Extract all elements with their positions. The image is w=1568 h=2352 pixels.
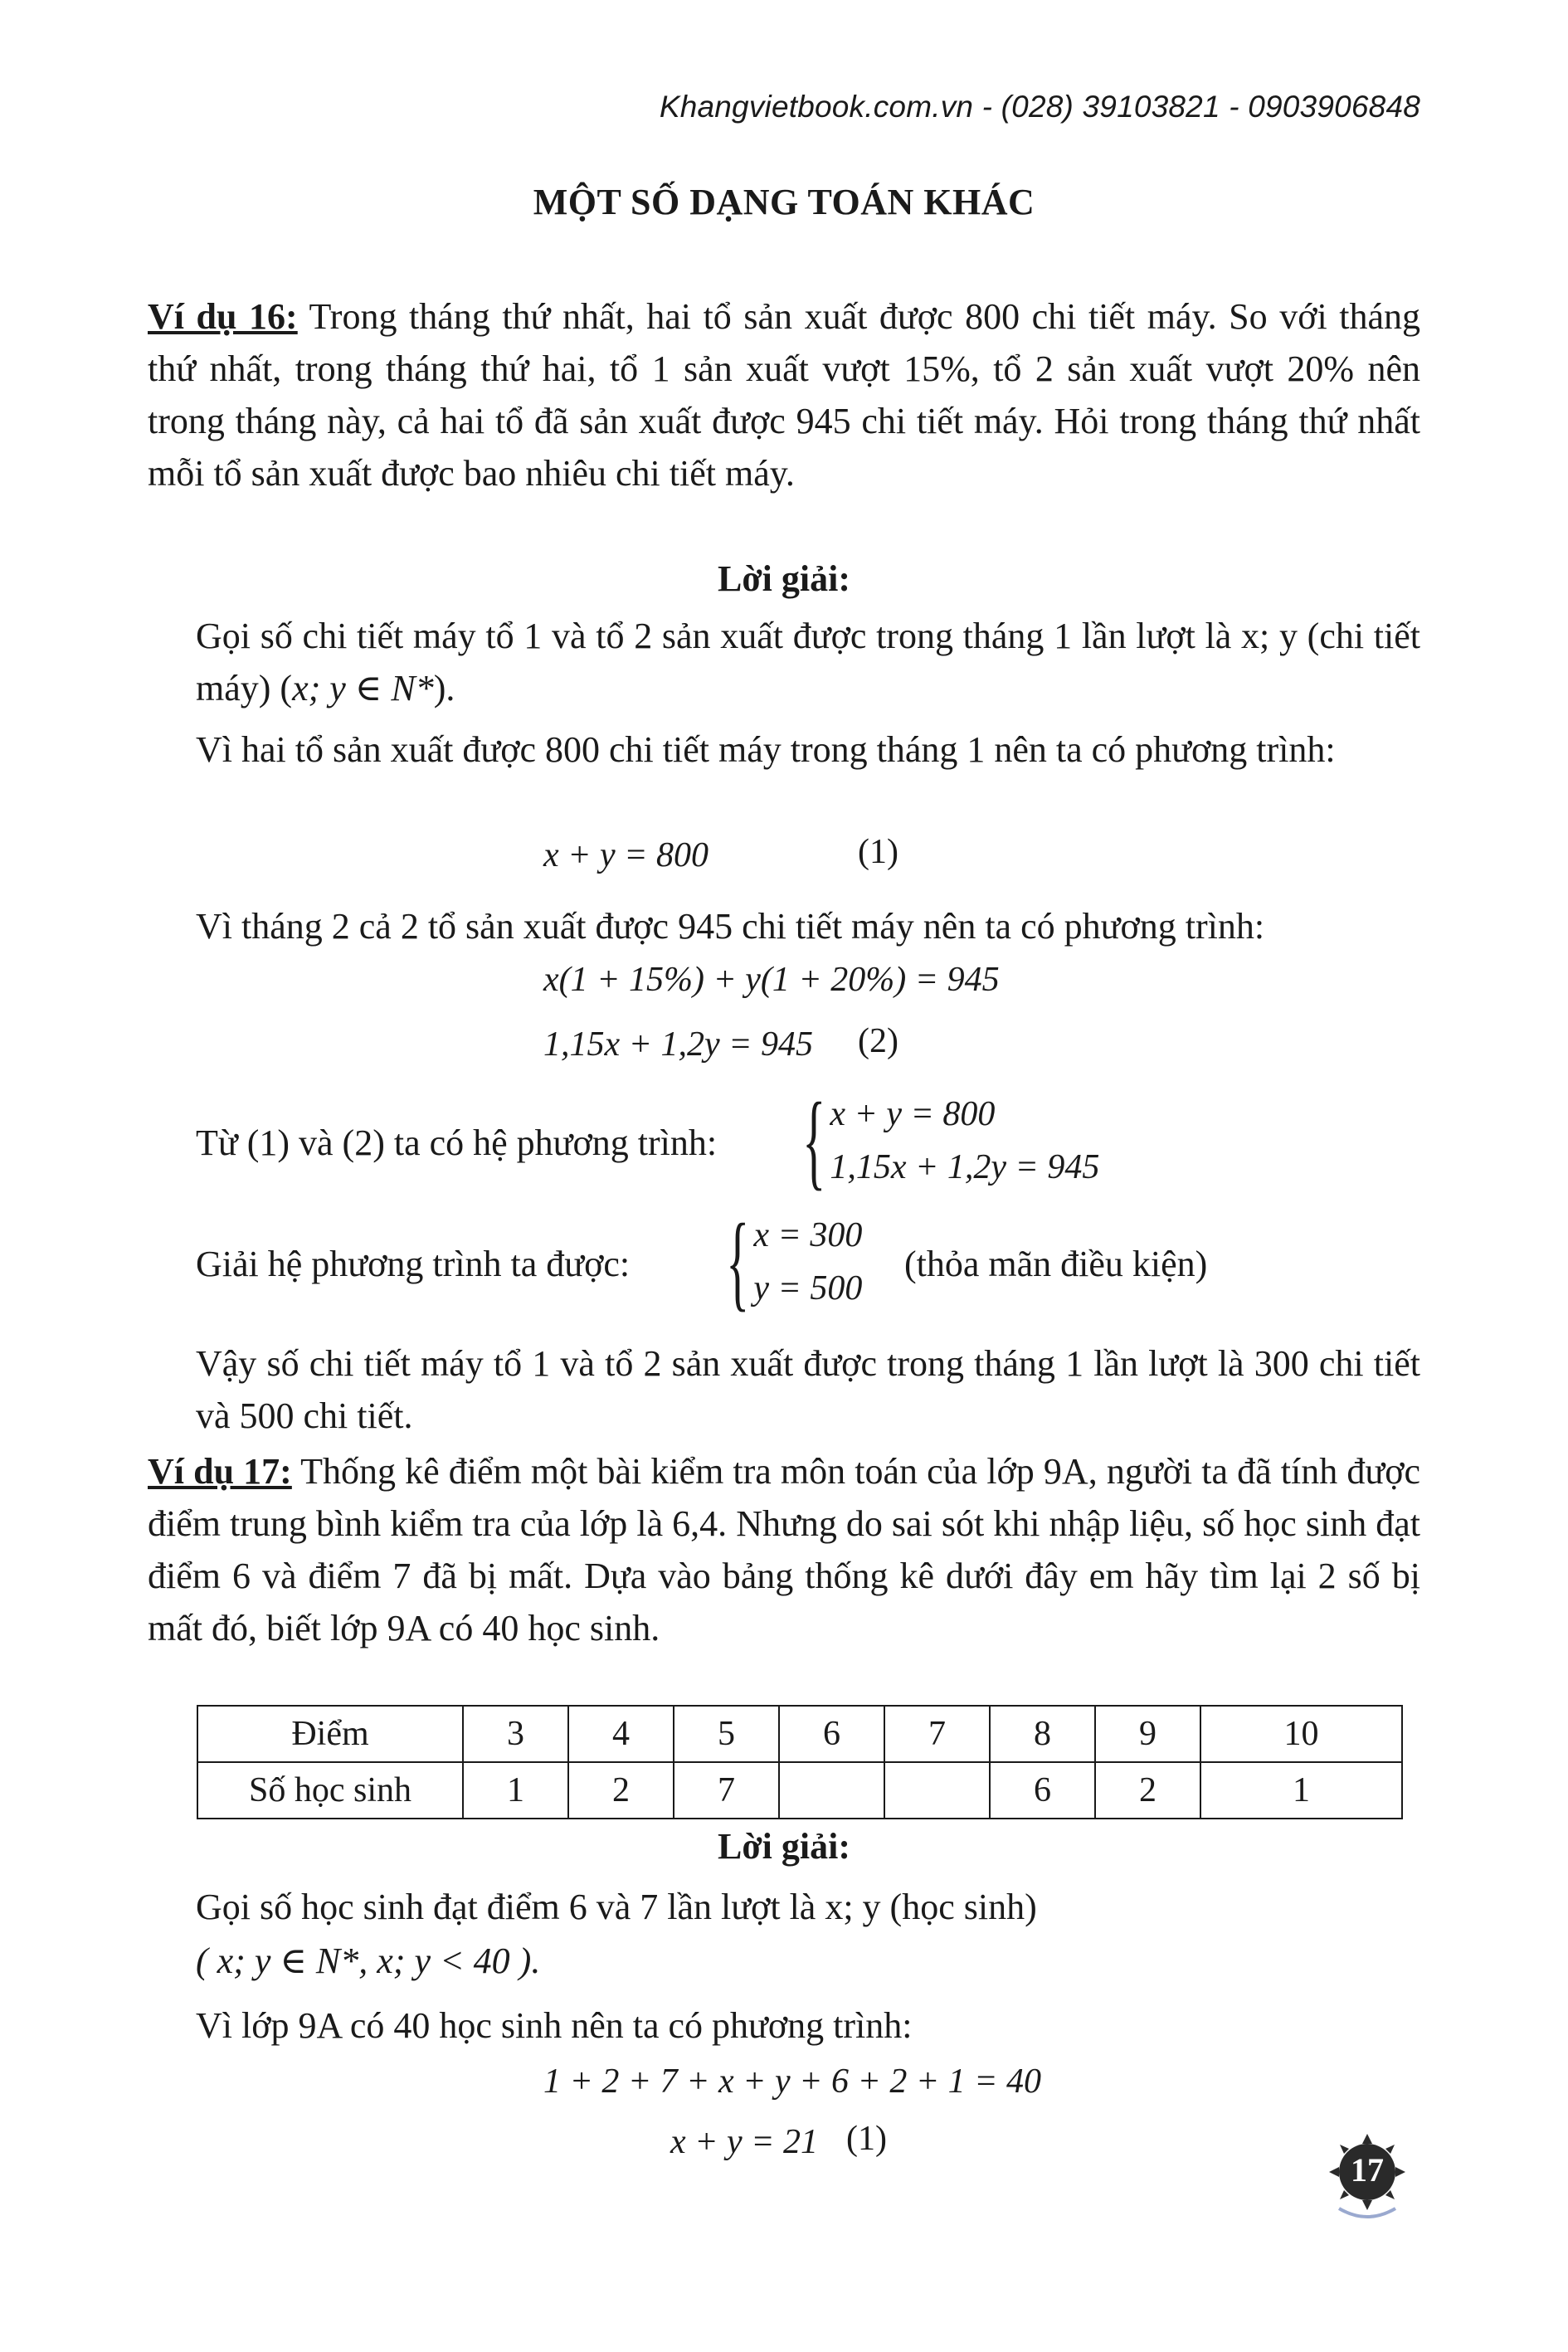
table-cell: 6 (990, 1762, 1095, 1819)
table-cell: 8 (990, 1706, 1095, 1762)
table-row (197, 1762, 1402, 1819)
example-17-text: Thống kê điểm một bài kiểm tra môn toán của lớp 9A, người ta đã tính được điểm trung bình kiểm tra của lớp là 6,4. Nhưng do sai sót khi nhập liệu, số học sinh đạt điểm 6 và điểm 7 đã bị mất. Dựa vào bảng thống kê dưới đây em hãy tìm lại 2 số bị mất đó, biết lớp 9A có 40 học sinh. (148, 1451, 1420, 1648)
example-16-equation-1 (543, 835, 709, 875)
example-16-equation-2a (543, 960, 1000, 1000)
step-1-end: ). (433, 668, 455, 709)
example-16-problem (148, 290, 1420, 499)
table-cell: 6 (779, 1706, 884, 1762)
page-number: 17 (1351, 2151, 1384, 2189)
example-17-solution-heading: Lời giải: (717, 1826, 851, 1867)
example-16-solution-heading: Lời giải: (717, 558, 851, 599)
table-cell: 10 (1200, 1706, 1402, 1762)
example-16-step-1 (196, 610, 1420, 714)
example-16-system-1 (788, 1081, 1100, 1200)
table-cell: 3 (463, 1706, 568, 1762)
example-17-step-1-condition (196, 1935, 1420, 1987)
example-16-label: Ví dụ 16: (148, 296, 298, 337)
equation-1-text: 1 + 2 + 7 + x + y + 6 + 2 + 1 = 40 (543, 2062, 1042, 2101)
page-number-badge (1327, 2132, 1407, 2223)
system-brace: { (726, 1202, 750, 1322)
example-16-conclusion: Vậy số chi tiết máy tổ 1 và tổ 2 sản xuất được trong tháng 1 lần lượt là 300 chi tiết và 500 chi tiết. (196, 1343, 1420, 1436)
example-16-step-4: Từ (1) và (2) ta có hệ phương trình: (196, 1122, 718, 1163)
example-17-label: Ví dụ 17: (148, 1451, 292, 1492)
table-cell: 2 (1095, 1762, 1200, 1819)
table-cell: 7 (884, 1706, 990, 1762)
system-1-line-1: x + y = 800 (830, 1095, 996, 1133)
example-16-text: Trong tháng thứ nhất, hai tổ sản xuất được 800 chi tiết máy. So với tháng thứ nhất, trong tháng thứ hai, tổ 1 sản xuất vượt 15%, tổ 2 sản xuất vượt 20% nên trong tháng này, cả hai tổ đã sản xuất được 945 chi tiết máy. Hỏi trong tháng thứ nhất mỗi tổ sản xuất được bao nhiêu chi tiết máy. (148, 296, 1421, 494)
step-1-condition-text: ( x; y ∈ N*, x; y < 40 ). (196, 1941, 541, 1981)
table-cell: 2 (568, 1762, 674, 1819)
score-table (197, 1705, 1403, 1819)
equation-1-text: x + y = 800 (543, 836, 709, 874)
example-17-equation-1 (543, 2062, 1041, 2101)
equation-2a-text: x(1 + 15%) + y(1 + 20%) = 945 (543, 961, 1000, 999)
step-1-condition: x; y ∈ N* (292, 668, 434, 709)
example-16-condition-note: (thỏa mãn điều kiện) (904, 1244, 1208, 1284)
example-17-step-2: Vì lớp 9A có 40 học sinh nên ta có phương trình: (196, 2005, 913, 2046)
step-1-text: Gọi số chi tiết máy tổ 1 và tổ 2 sản xuất được trong tháng 1 lần lượt là x; y (chi tiết máy) ( (196, 616, 1420, 709)
table-cell: 9 (1095, 1706, 1200, 1762)
table-cell (779, 1762, 884, 1819)
example-17-step-1: Gọi số học sinh đạt điểm 6 và 7 lần lượt là x; y (học sinh) (196, 1887, 1037, 1927)
table-row (197, 1706, 1402, 1762)
table-cell: 1 (463, 1762, 568, 1819)
example-16-equation-2b (543, 1025, 813, 1064)
table-cell: 7 (674, 1762, 779, 1819)
example-16-step-5: Giải hệ phương trình ta được: (196, 1244, 631, 1284)
example-17-equation-2 (670, 2122, 818, 2162)
equation-2b-text: 1,15x + 1,2y = 945 (543, 1025, 813, 1064)
section-title: MỘT SỐ DẠNG TOÁN KHÁC (533, 182, 1035, 222)
system-1-line-2: 1,15x + 1,2y = 945 (830, 1148, 1100, 1186)
equation-2-text: x + y = 21 (670, 2123, 818, 2161)
system-brace: { (802, 1081, 826, 1200)
table-cell (884, 1762, 990, 1819)
example-17-equation-2-tag: (1) (846, 2120, 887, 2158)
table-cell: Điểm (197, 1706, 463, 1762)
table-cell: 1 (1200, 1762, 1402, 1819)
example-16-equation-1-tag: (1) (858, 833, 898, 871)
table-cell: Số học sinh (197, 1762, 463, 1819)
system-2-line-1: x = 300 (753, 1216, 863, 1254)
table-cell: 5 (674, 1706, 779, 1762)
example-16-system-2 (712, 1202, 863, 1322)
example-17-problem (148, 1445, 1420, 1654)
example-16-step-2: Vì hai tổ sản xuất được 800 chi tiết máy trong tháng 1 nên ta có phương trình: (196, 729, 1336, 770)
example-16-step-3: Vì tháng 2 cả 2 tổ sản xuất được 945 chi tiết máy nên ta có phương trình: (196, 906, 1265, 947)
page-header: Khangvietbook.com.vn - (028) 39103821 - 0903906848 (659, 90, 1420, 124)
table-cell: 4 (568, 1706, 674, 1762)
example-16-equation-2-tag: (2) (858, 1022, 898, 1060)
system-2-line-2: y = 500 (753, 1269, 863, 1307)
